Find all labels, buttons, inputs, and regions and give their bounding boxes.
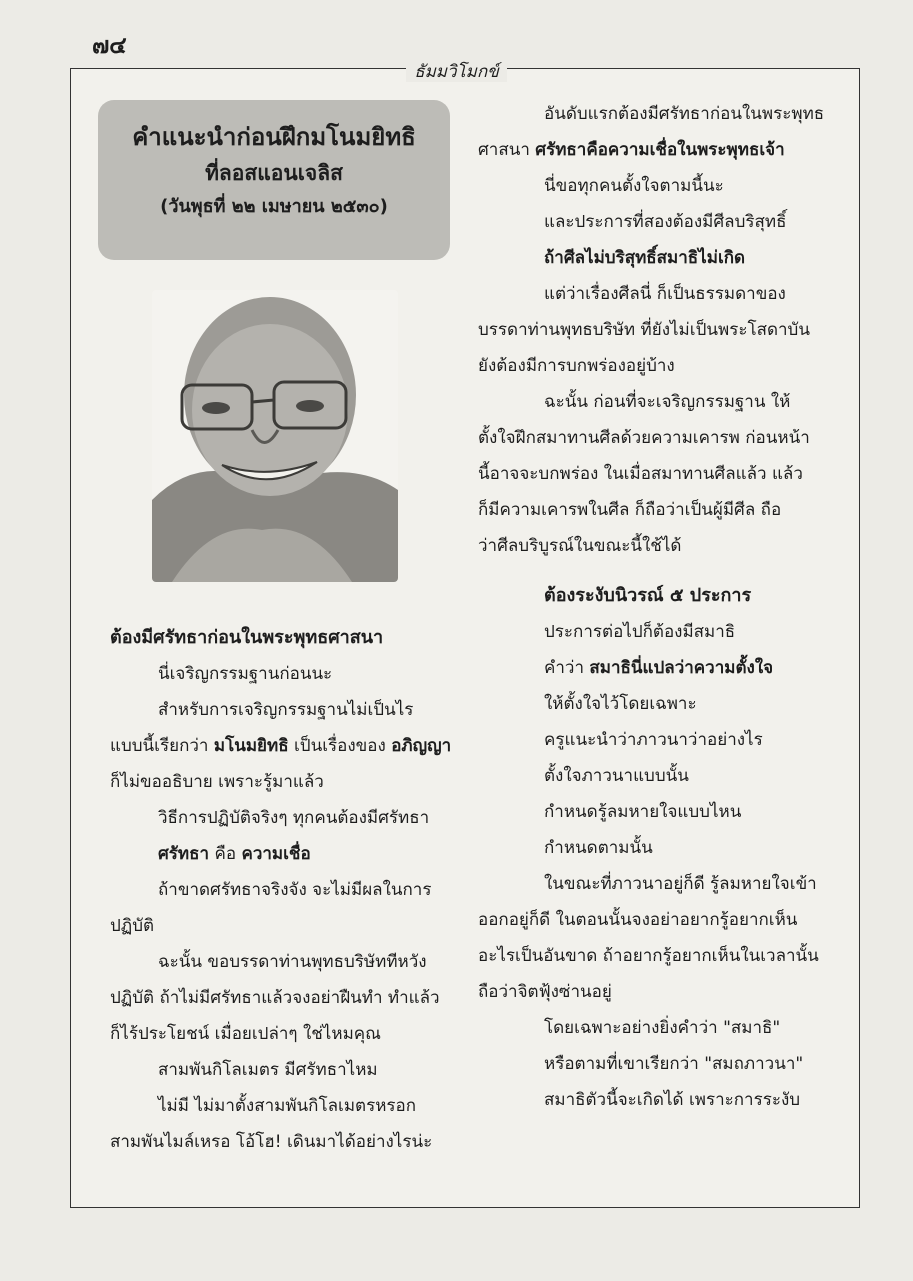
monk-portrait-photo	[152, 290, 398, 582]
text-line: ประการต่อไปก็ต้องมีสมาธิ	[544, 622, 736, 642]
term-manomayiddhi: มโนมยิทธิ	[213, 736, 289, 756]
section-heading-faith: ต้องมีศรัทธาก่อนในพระพุทธศาสนา	[110, 627, 384, 648]
text-line: สามพันไมล์เหรอ โอ้โฮ! เดินมาได้อย่างไรน่ะ	[110, 1132, 433, 1152]
text-line: ปฏิบัติ	[110, 916, 155, 936]
text-line: ปฏิบัติ ถ้าไม่มีศรัทธาแล้วจงอย่าฝืนทำ ทำแล้ว	[110, 988, 440, 1008]
text-line: กำหนดรู้ลมหายใจแบบไหน	[544, 802, 742, 822]
text-line: ในขณะที่ภาวนาอยู่ก็ดี รู้ลมหายใจเข้า	[544, 874, 817, 894]
page-number: ๗๔	[92, 33, 127, 59]
text-line: วิธีการปฏิบัติจริงๆ ทุกคนต้องมีศรัทธา	[158, 808, 430, 828]
text-line: ก็ไร้ประโยชน์ เมื่อยเปล่าๆ ใช่ไหมคุณ	[110, 1024, 381, 1044]
text-line	[478, 240, 838, 276]
term-belief: ความเชื่อ	[241, 844, 311, 864]
text-line: ฉะนั้น ก่อนที่จะเจริญกรรมฐาน ให้	[544, 392, 791, 412]
text-line: ครูแนะนำว่าภาวนาว่าอย่างไร	[544, 730, 763, 750]
text-line	[478, 132, 838, 168]
text-line: อันดับแรกต้องมีศรัทธาก่อนในพระพุทธ	[544, 104, 825, 124]
running-header	[0, 58, 913, 85]
text-line: บรรดาท่านพุทธบริษัท ที่ยังไม่เป็นพระโสดาบัน	[478, 320, 810, 340]
bold-phrase: ถ้าศีลไม่บริสุทธิ์สมาธิไม่เกิด	[544, 248, 746, 268]
text-line	[110, 728, 455, 764]
text-line: นี้อาจจะบกพร่อง ในเมื่อสมาทานศีลแล้ว แล้ว	[478, 464, 803, 484]
text-line: ก็มีความเคารพในศีล ก็ถือว่าเป็นผู้มีศีล ถือ	[478, 500, 782, 520]
text-line: ถ้าขาดศรัทธาจริงจัง จะไม่มีผลในการ	[158, 880, 432, 900]
right-column	[478, 96, 838, 1118]
article-date: (วันพุธที่ ๒๒ เมษายน ๒๕๓๐)	[160, 196, 388, 217]
article-location: ที่ลอสแอนเจลิส	[205, 161, 343, 185]
text-run: เป็นเรื่องของ	[288, 736, 392, 756]
text-line: นี่เจริญกรรมฐานก่อนนะ	[158, 664, 333, 684]
term-abhinna: อภิญญา	[391, 736, 452, 756]
article-title: คำแนะนำก่อนฝึกมโนมยิทธิ	[132, 123, 416, 151]
text-line: สามพันกิโลเมตร มีศรัทธาไหม	[158, 1060, 378, 1080]
text-line: แต่ว่าเรื่องศีลนี่ ก็เป็นธรรมดาของ	[544, 284, 786, 304]
text-run: ศาสนา	[478, 140, 536, 160]
text-run: แบบนี้เรียกว่า	[110, 736, 214, 756]
section-heading-hindrances: ต้องระงับนิวรณ์ ๕ ประการ	[544, 585, 752, 606]
text-line: นี่ขอทุกคนตั้งใจตามนี้นะ	[544, 176, 724, 196]
text-line: สำหรับการเจริญกรรมฐานไม่เป็นไร	[158, 700, 414, 720]
title-box	[98, 100, 450, 260]
text-line	[110, 836, 455, 872]
text-line: ให้ตั้งใจไว้โดยเฉพาะ	[544, 694, 697, 714]
running-header-text: ธัมมวิโมกข์	[406, 62, 507, 82]
text-line: ก็ไม่ขออธิบาย เพราะรู้มาแล้ว	[110, 772, 324, 792]
text-line: สมาธิตัวนี้จะเกิดได้ เพราะการระงับ	[544, 1090, 801, 1110]
text-line: อะไรเป็นอันขาด ถ้าอยากรู้อยากเห็นในเวลานั้น	[478, 946, 819, 966]
text-line: ถือว่าจิตฟุ้งซ่านอยู่	[478, 982, 612, 1002]
text-line: ตั้งใจภาวนาแบบนั้น	[544, 766, 689, 786]
text-line: โดยเฉพาะอย่างยิ่งคำว่า "สมาธิ"	[544, 1018, 781, 1038]
left-column	[110, 620, 455, 1160]
text-line: ว่าศีลบริบูรณ์ในขณะนี้ใช้ได้	[478, 536, 682, 556]
text-line	[478, 650, 838, 686]
text-line: ตั้งใจฝึกสมาทานศีลด้วยความเคารพ ก่อนหน้า	[478, 428, 810, 448]
term-saddha: ศรัทธา	[158, 844, 210, 864]
text-line: ออกอยู่ก็ดี ในตอนนั้นจงอย่าอยากรู้อยากเห็น	[478, 910, 798, 930]
text-line: ยังต้องมีการบกพร่องอยู่บ้าง	[478, 356, 675, 376]
text-line: หรือตามที่เขาเรียกว่า "สมถภาวนา"	[544, 1054, 804, 1074]
bold-phrase: ศรัทธาคือความเชื่อในพระพุทธเจ้า	[535, 140, 785, 160]
text-line: ไม่มี ไม่มาตั้งสามพันกิโลเมตรหรอก	[158, 1096, 417, 1116]
text-line: และประการที่สองต้องมีศีลบริสุทธิ์	[544, 212, 787, 232]
bold-phrase: สมาธินี่แปลว่าความตั้งใจ	[589, 658, 774, 678]
text-run: คือ	[209, 844, 242, 864]
text-line: กำหนดตามนั้น	[544, 838, 653, 858]
text-run: คำว่า	[544, 658, 590, 678]
text-line: ฉะนั้น ขอบรรดาท่านพุทธบริษัททีหวัง	[158, 952, 427, 972]
